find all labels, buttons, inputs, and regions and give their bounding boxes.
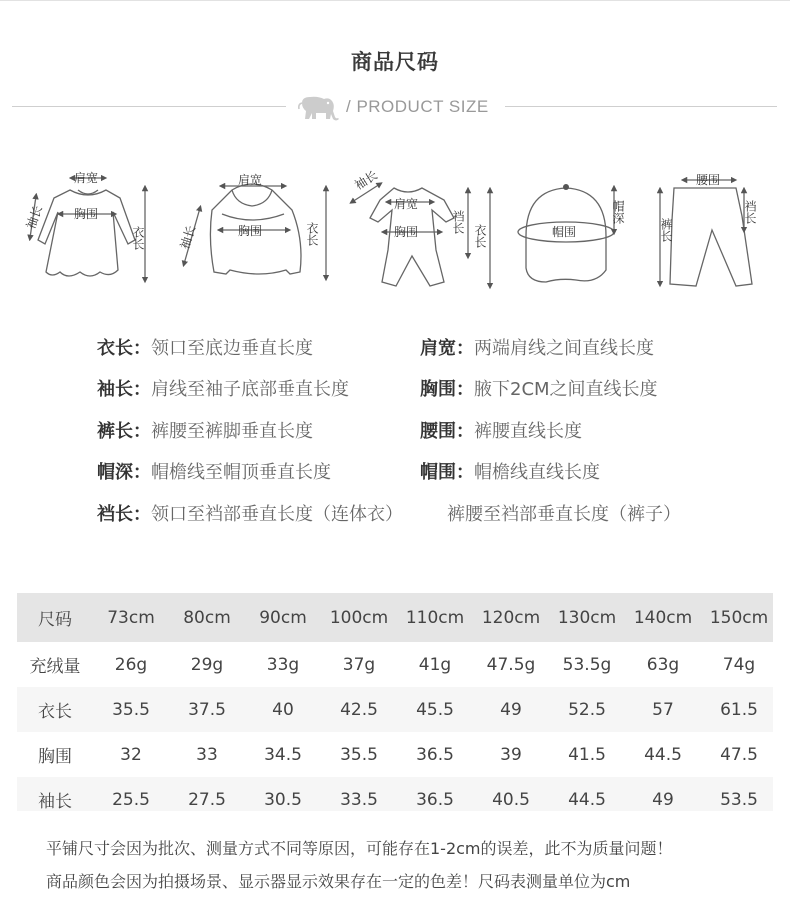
table-cell: 35.5 bbox=[112, 699, 150, 720]
table-cell: 44.5 bbox=[568, 789, 606, 810]
table-cell: 25.5 bbox=[112, 789, 150, 810]
header-cell: 140cm bbox=[633, 607, 693, 628]
definition-item: 裆长：领口至裆部垂直长度（连体衣） bbox=[97, 504, 403, 525]
table-cell: 35.5 bbox=[340, 744, 378, 765]
romper-sleeve-label: 袖长 bbox=[352, 167, 380, 193]
table-cell: 40.5 bbox=[492, 789, 530, 810]
romper-length-label: 衣长 bbox=[473, 224, 487, 248]
table-cell: 39 bbox=[500, 744, 522, 765]
table-cell: 36.5 bbox=[416, 789, 454, 810]
table-row bbox=[17, 777, 773, 811]
header-cell: 150cm bbox=[709, 607, 769, 628]
page-title: 商品尺码 bbox=[351, 50, 439, 74]
table-cell: 40 bbox=[272, 699, 294, 720]
definition-item: 衣长：领口至底边垂直长度 bbox=[97, 338, 313, 359]
row-label-cell: 袖长 bbox=[38, 792, 72, 811]
definition-item: 帽深：帽檐线至帽顶垂直长度 bbox=[97, 462, 331, 483]
table-cell: 47.5g bbox=[486, 654, 536, 675]
table-cell: 29g bbox=[190, 654, 224, 675]
measurement-diagrams bbox=[0, 160, 790, 300]
header-cell: 100cm bbox=[329, 607, 389, 628]
jacket-shoulder-label: 肩宽 bbox=[238, 173, 263, 187]
table-cell: 49 bbox=[652, 789, 674, 810]
header-cell: 120cm bbox=[481, 607, 541, 628]
definition-item: 袖长：肩线至袖子底部垂直长度 bbox=[97, 379, 349, 400]
header-cell: 90cm bbox=[259, 607, 307, 628]
table-cell: 33g bbox=[266, 654, 300, 675]
table-cell: 63g bbox=[646, 654, 680, 675]
table-row bbox=[17, 687, 773, 732]
romper-shoulder-label: 肩宽 bbox=[394, 197, 419, 211]
table-cell: 30.5 bbox=[264, 789, 302, 810]
size-table bbox=[17, 593, 773, 811]
table-cell: 57 bbox=[652, 699, 674, 720]
table-cell: 27.5 bbox=[188, 789, 226, 810]
table-row bbox=[17, 642, 773, 687]
header-cell: 110cm bbox=[405, 607, 465, 628]
hat-circumference-label: 帽围 bbox=[552, 225, 577, 239]
table-cell: 53.5 bbox=[720, 789, 758, 810]
row-label-cell: 充绒量 bbox=[29, 657, 81, 677]
pants-diagram bbox=[660, 180, 752, 286]
row-label-cell: 衣长 bbox=[38, 702, 72, 722]
header-cell: 130cm bbox=[557, 607, 617, 628]
table-cell: 41.5 bbox=[568, 744, 606, 765]
pants-length-label: 裤长 bbox=[659, 218, 673, 242]
table-cell: 26g bbox=[114, 654, 148, 675]
definition-item: 胸围：腋下2CM之间直线长度 bbox=[420, 379, 658, 400]
table-cell: 33 bbox=[196, 744, 218, 765]
table-cell: 44.5 bbox=[644, 744, 682, 765]
title-rule-left bbox=[12, 106, 286, 107]
definition-item: 肩宽：两端肩线之间直线长度 bbox=[420, 338, 654, 359]
notes bbox=[46, 832, 673, 898]
top-divider bbox=[0, 0, 790, 1]
definition-item: 裤腰至裆部垂直长度（裤子） bbox=[447, 504, 681, 525]
table-cell: 36.5 bbox=[416, 744, 454, 765]
pants-waist-label: 腰围 bbox=[696, 173, 721, 187]
table-cell: 52.5 bbox=[568, 699, 606, 720]
table-cell: 37.5 bbox=[188, 699, 226, 720]
table-cell: 37g bbox=[342, 654, 376, 675]
note-line: 商品颜色会因为拍摄场景、显示器显示效果存在一定的色差！尺码表测量单位为cm bbox=[46, 872, 631, 891]
note-line: 平铺尺寸会因为批次、测量方式不同等原因，可能存在1-2cm的误差，此不为质量问题！ bbox=[46, 839, 673, 858]
table-cell: 49 bbox=[500, 699, 522, 720]
table-cell: 45.5 bbox=[416, 699, 454, 720]
table-cell: 33.5 bbox=[340, 789, 378, 810]
definition-item: 裤长：裤腰至裤脚垂直长度 bbox=[97, 421, 313, 442]
page-subtitle: / PRODUCT SIZE bbox=[346, 97, 489, 116]
dress-shoulder-label: 肩宽 bbox=[74, 171, 99, 185]
romper-crotch-label: 裆长 bbox=[451, 210, 465, 234]
table-row bbox=[17, 732, 773, 777]
jacket-sleeve-label: 袖长 bbox=[177, 223, 199, 251]
jacket-chest-label: 胸围 bbox=[238, 224, 263, 238]
dress-sleeve-label: 袖长 bbox=[23, 203, 46, 232]
header-cell-size: 尺码 bbox=[38, 610, 72, 630]
table-cell: 32 bbox=[120, 744, 142, 765]
header-cell: 80cm bbox=[183, 607, 231, 628]
table-cell: 61.5 bbox=[720, 699, 758, 720]
table-header-row bbox=[17, 593, 773, 642]
definition-item: 帽围：帽檐线直线长度 bbox=[420, 462, 600, 483]
elephant-icon bbox=[296, 95, 342, 121]
table-cell: 41g bbox=[418, 654, 452, 675]
row-label-cell: 胸围 bbox=[38, 747, 72, 767]
header-cell: 73cm bbox=[107, 607, 155, 628]
table-cell: 34.5 bbox=[264, 744, 302, 765]
title-rule-right bbox=[505, 106, 777, 107]
hat-depth-label: 帽深 bbox=[611, 200, 625, 224]
dress-diagram bbox=[30, 178, 145, 280]
definition-item: 腰围：裤腰直线长度 bbox=[420, 421, 582, 442]
jacket-length-label: 衣长 bbox=[305, 222, 319, 246]
table-cell: 74g bbox=[722, 654, 756, 675]
pants-crotch-label: 裆长 bbox=[743, 200, 757, 224]
dress-chest-label: 胸围 bbox=[74, 207, 99, 221]
romper-diagram bbox=[352, 184, 490, 286]
table-cell: 53.5g bbox=[562, 654, 612, 675]
dress-length-label: 衣长 bbox=[131, 226, 145, 250]
romper-chest-label: 胸围 bbox=[394, 225, 419, 239]
table-cell: 42.5 bbox=[340, 699, 378, 720]
table-cell: 47.5 bbox=[720, 744, 758, 765]
